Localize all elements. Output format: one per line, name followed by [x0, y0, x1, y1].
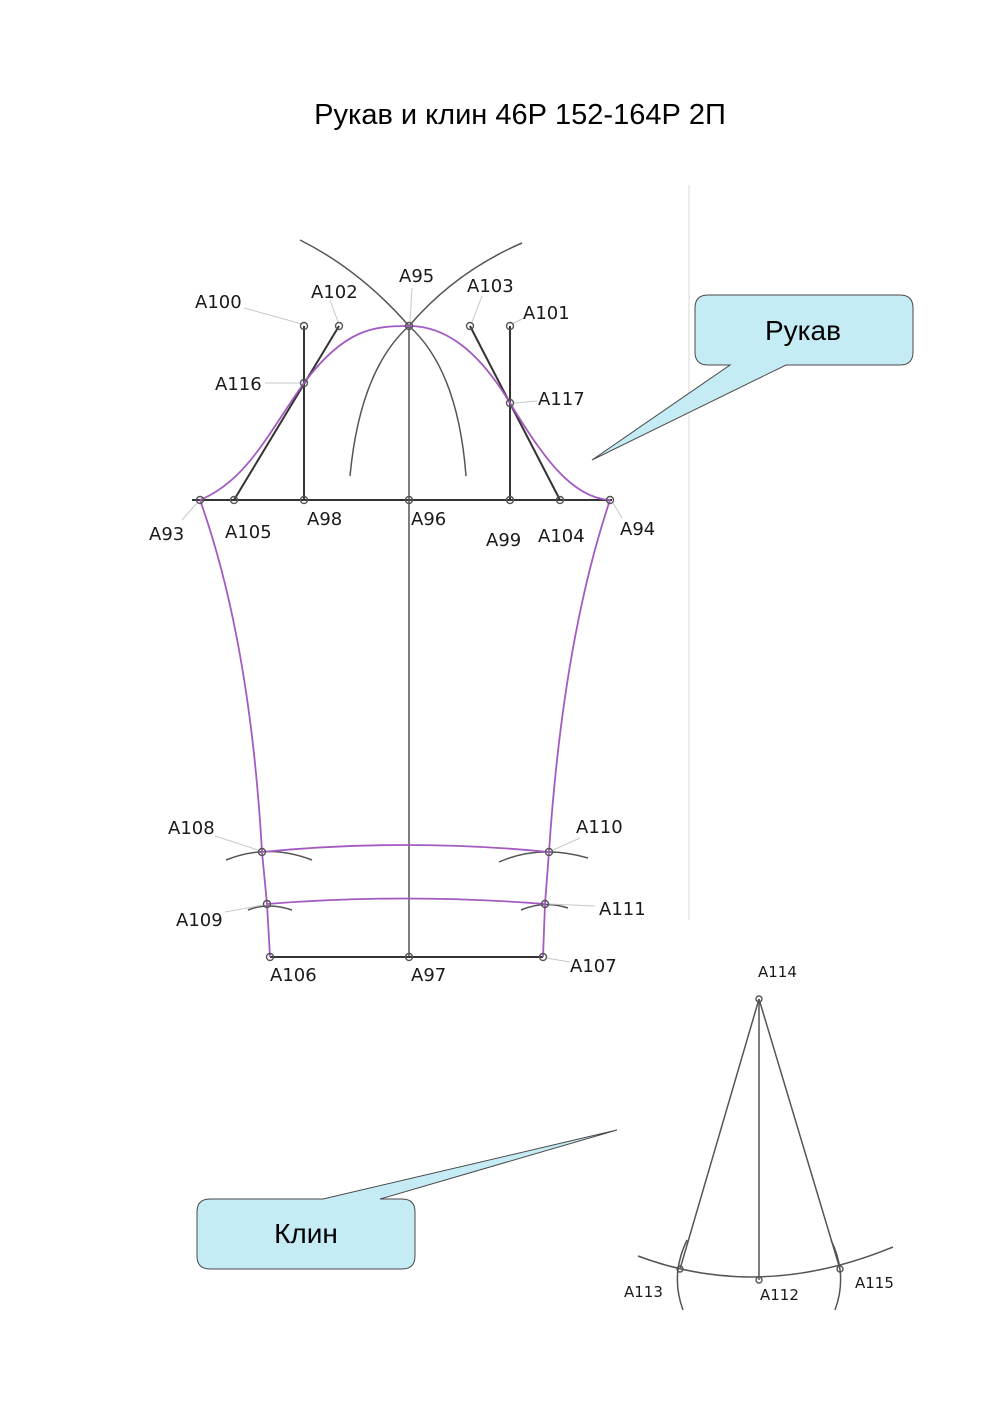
gusset-left-side [680, 999, 759, 1269]
label-a117: A117 [538, 389, 585, 410]
leader-a93 [182, 503, 197, 520]
arc-a110 [499, 852, 588, 862]
gusset-base-arc [638, 1247, 893, 1277]
leader-a102 [330, 300, 338, 322]
label-a116: A116 [215, 374, 262, 395]
label-a101: A101 [523, 303, 570, 324]
label-a95: A95 [399, 266, 435, 287]
leader-a100 [244, 308, 302, 324]
sleeve-left-side [200, 500, 270, 957]
callout-gusset-label: Клин [274, 1218, 338, 1249]
gusset-drawing [624, 963, 894, 1310]
sleeve-cap-outline [200, 326, 610, 500]
page-title: Рукав и клин 46Р 152-164Р 2П [314, 99, 726, 131]
line-a103-a104 [470, 326, 560, 500]
cap-arc-left-lower [350, 326, 409, 476]
leader-a109 [225, 905, 263, 912]
label-a115: A115 [855, 1274, 894, 1292]
label-a104: A104 [538, 526, 585, 547]
label-a100: A100 [195, 292, 242, 313]
callout-sleeve-shape [592, 295, 913, 460]
label-a106: A106 [270, 965, 317, 986]
label-a113: A113 [624, 1283, 663, 1301]
label-a108: A108 [168, 818, 215, 839]
leader-a103 [472, 296, 482, 322]
label-a111: A111 [599, 899, 646, 920]
label-a99: A99 [486, 530, 522, 551]
label-a96: A96 [411, 509, 447, 530]
callout-gusset [197, 1130, 617, 1269]
label-a105: A105 [225, 522, 272, 543]
line-a102-a105 [234, 326, 339, 500]
label-a103: A103 [467, 276, 514, 297]
label-a97: A97 [411, 965, 447, 986]
callout-sleeve-label: Рукав [765, 315, 841, 346]
label-a107: A107 [570, 956, 617, 977]
cuff-curve-upper [262, 845, 549, 852]
leader-a117 [514, 401, 537, 403]
label-a98: A98 [307, 509, 343, 530]
label-a94: A94 [620, 519, 656, 540]
sleeve-drawing [149, 240, 655, 986]
label-a110: A110 [576, 817, 623, 838]
cuff-curve-lower [267, 899, 545, 905]
gusset-arc-right [831, 1240, 841, 1310]
label-a114: A114 [758, 963, 797, 981]
callout-gusset-shape [197, 1130, 617, 1269]
leader-a108 [215, 836, 258, 850]
cap-arc-right-lower [409, 326, 466, 476]
sleeve-right-side [543, 500, 610, 957]
gusset-right-side [759, 999, 840, 1269]
label-a109: A109 [176, 910, 223, 931]
label-a93: A93 [149, 524, 185, 545]
leader-a110 [553, 838, 580, 850]
leader-a95 [410, 288, 412, 322]
callout-sleeve [592, 295, 913, 460]
arc-a108 [226, 852, 312, 861]
label-a102: A102 [311, 282, 358, 303]
leader-a94 [613, 503, 622, 518]
label-a112: A112 [760, 1286, 799, 1304]
leader-a107 [546, 958, 570, 962]
